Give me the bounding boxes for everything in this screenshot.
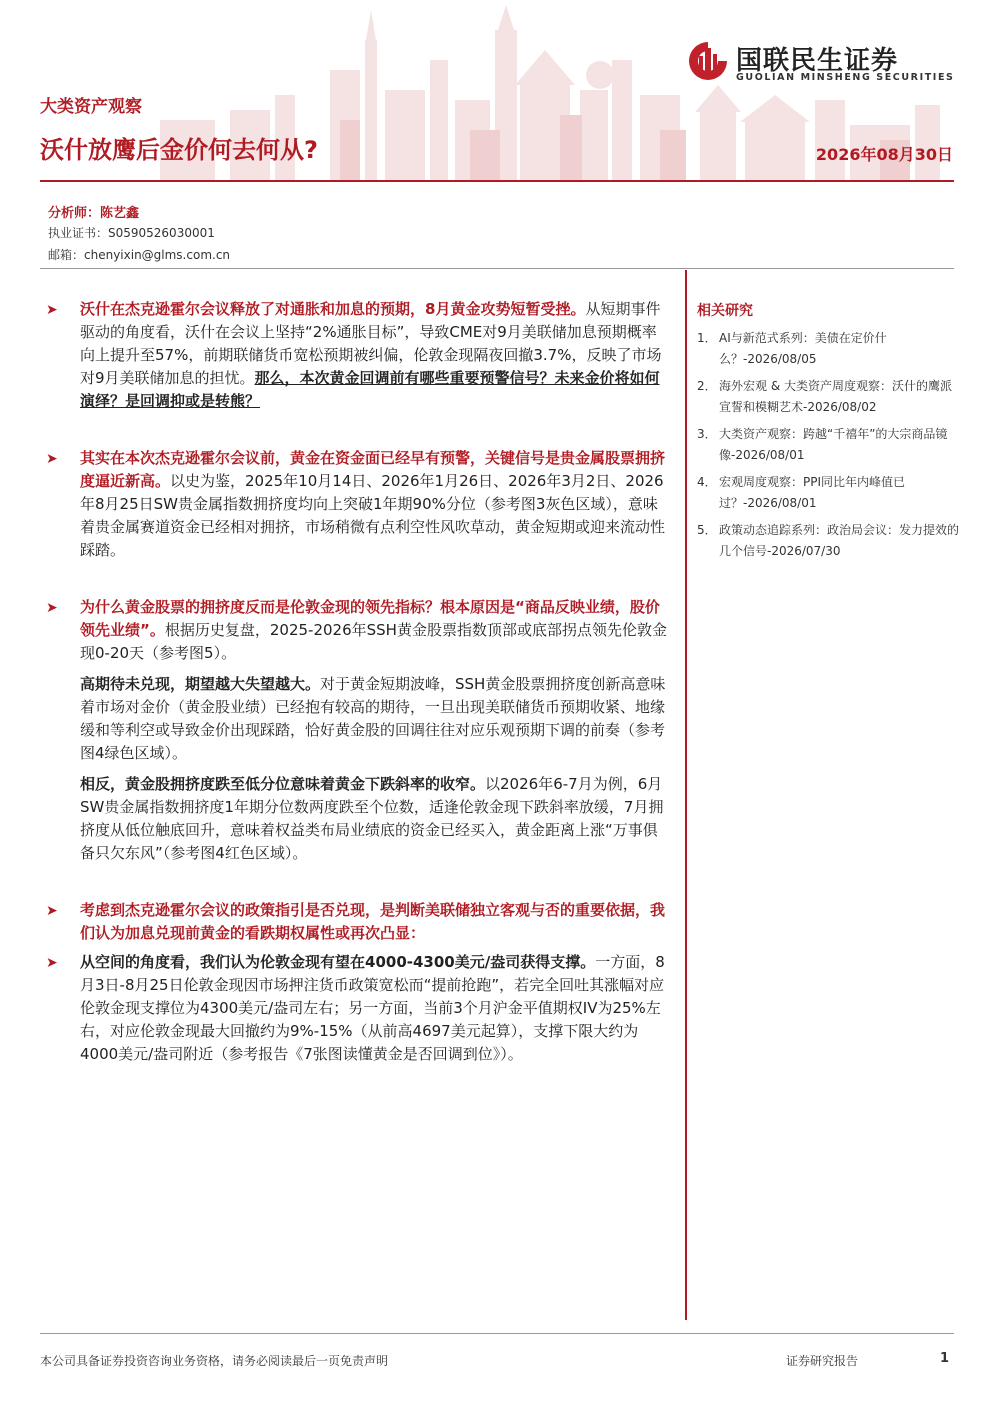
report-date: 2026年08月30日 [815, 145, 953, 164]
related-item[interactable] [697, 472, 959, 514]
paragraph-3-text: 根据历史复盘，2025-2026年SSH黄金股票指数顶部或底部拐点领先伦敦金现0-20天（参考图5）。 [80, 621, 667, 662]
related-item[interactable] [697, 520, 959, 562]
header-divider [40, 180, 954, 182]
paragraph-3b [40, 773, 668, 865]
bullet-arrow-icon: ➤ [46, 955, 58, 971]
logo-text-cn: 国联民生证券 [736, 46, 899, 76]
analyst-email: 邮箱：chenyixin@glms.com.cn [48, 248, 231, 262]
logo-mark-icon [688, 40, 728, 82]
paragraph-2 [40, 447, 668, 562]
paragraph-1-question: 那么，本次黄金回调前有哪些重要预警信号？未来金价将如何演绎？是回调抑或是转熊？ [80, 369, 660, 410]
paragraph-3-highlight: 为什么黄金股票的拥挤度反而是伦敦金现的领先指标？根本原因是“商品反映业绩，股价领先业绩”。 [80, 598, 660, 639]
related-item[interactable] [697, 328, 959, 370]
related-research [697, 300, 959, 568]
related-item-text: 大类资产观察：跨越“千禧年”的大宗商品镜像-2026/08/01 [719, 427, 948, 462]
related-item-text: 宏观周度观察：PPI同比年内峰值已过？-2026/08/01 [719, 475, 906, 510]
paragraph-5 [40, 951, 668, 1066]
paragraph-1 [40, 298, 668, 413]
paragraph-4-highlight: 考虑到杰克逊霍尔会议的政策指引是否兑现，是判断美联储独立客观与否的重要依据，我们认为加息兑现前黄金的看跌期权属性或再次凸显： [80, 901, 666, 942]
paragraph-3b-bold: 相反，黄金股拥挤度跌至低分位意味着黄金下跌斜率的收窄。 [80, 775, 486, 793]
related-item-number: 4． [697, 475, 717, 489]
company-logo [688, 38, 968, 88]
column-divider [685, 270, 687, 1320]
related-item-text: 政策动态追踪系列：政治局会议：发力提效的几个信号-2026/07/30 [719, 523, 960, 558]
analyst-license: 执业证书：S0590526030001 [48, 226, 215, 240]
related-item-number: 2． [697, 379, 717, 393]
paragraph-5-text: 一方面，8月3日-8月25日伦敦金现因市场押注货币政策宽松而“提前抢跑”，若完全回吐其涨幅对应伦敦金现支撑位为4300美元/盎司左右；另一方面，当前3个月沪金平值期权IV为25%左右，对应伦敦金现最大回撤约为9%-15%（从前高4697美元起算），支撑下限大约为4000美元/盎司附近（参考报告《7张图读懂黄金是否回调到位》）。 [80, 953, 665, 1063]
related-item-number: 3． [697, 427, 717, 441]
report-category: 大类资产观察 [40, 97, 142, 117]
report-title: 沃什放鹰后金价何去何从? [40, 136, 318, 164]
related-item-number: 1． [697, 331, 717, 345]
bullet-arrow-icon: ➤ [46, 903, 58, 919]
paragraph-3b-text: 以2026年6-7月为例，6月SW贵金属指数拥挤度1年期分位数两度跌至个位数，适逢伦敦金现下跌斜率放缓，7月拥挤度从低位触底回升，意味着权益类布局业绩底的资金已经买入，黄金距离上涨“万事俱备只欠东风”（参考图4红色区域）。 [80, 775, 664, 862]
related-item-text: 海外宏观 & 大类资产周度观察：沃什的鹰派宣誓和模糊艺术-2026/08/02 [719, 379, 952, 414]
paragraph-2-highlight: 其实在本次杰克逊霍尔会议前，黄金在资金面已经早有预警，关键信号是贵金属股票拥挤度逼近新高。 [80, 449, 666, 490]
page-number: 1 [940, 1351, 950, 1366]
analyst-name: 分析师：陈艺鑫 [48, 206, 140, 221]
report-body [40, 298, 668, 1066]
paragraph-3 [40, 596, 668, 665]
paragraph-1-text: 从短期事件驱动的角度看，沃什在会议上坚持“2%通胀目标”，导致CME对9月美联储加息预期概率向上提升至57%，前期联储货币宽松预期被纠偏，伦敦金现隔夜回撤3.7%，反映了市场对9月美联储加息的担忧。 [80, 300, 662, 387]
paragraph-3a [40, 673, 668, 765]
footer-disclaimer: 本公司具备证券投资咨询业务资格，请务必阅读最后一页免责声明 [40, 1354, 389, 1368]
related-item[interactable] [697, 424, 959, 466]
related-item[interactable] [697, 376, 959, 418]
logo-text-en: GUOLIAN MINSHENG SECURITIES [736, 72, 955, 83]
related-research-title: 相关研究 [697, 303, 753, 319]
related-item-number: 5． [697, 523, 717, 537]
paragraph-3a-text: 对于黄金短期波峰，SSH黄金股票拥挤度创新高意味着市场对金价（黄金股业绩）已经抱有较高的期待，一旦出现美联储货币预期收紧、地缘缓和等利空或导致金价出现踩踏，恰好黄金股的回调往往对应乐观预期下调的前奏（参考图4绿色区域）。 [80, 675, 666, 762]
paragraph-2-text: 以史为鉴，2025年10月14日、2026年1月26日、2026年3月2日、2026年8月25日SW贵金属指数拥挤度均向上突破1年期90%分位（参考图3灰色区域），意味着贵金属赛道资金已经相对拥挤，市场稍微有点利空性风吹草动，黄金短期或迎来流动性踩踏。 [80, 472, 666, 559]
analyst-divider [40, 268, 954, 269]
paragraph-3a-bold: 高期待未兑现，期望越大失望越大。 [80, 675, 321, 693]
paragraph-1-highlight: 沃什在杰克逊霍尔会议释放了对通胀和加息的预期，8月黄金攻势短暂受挫。 [80, 300, 586, 318]
bullet-arrow-icon: ➤ [46, 451, 58, 467]
related-item-text: AI与新范式系列：美债在定价什么？-2026/08/05 [719, 331, 887, 366]
bullet-arrow-icon: ➤ [46, 302, 58, 318]
bullet-arrow-icon: ➤ [46, 600, 58, 616]
paragraph-4 [40, 899, 668, 945]
footer-divider [40, 1333, 954, 1334]
paragraph-5-bold: 从空间的角度看，我们认为伦敦金现有望在4000-4300美元/盎司获得支撑。 [80, 953, 596, 971]
footer-report-type: 证券研究报告 [786, 1354, 859, 1368]
